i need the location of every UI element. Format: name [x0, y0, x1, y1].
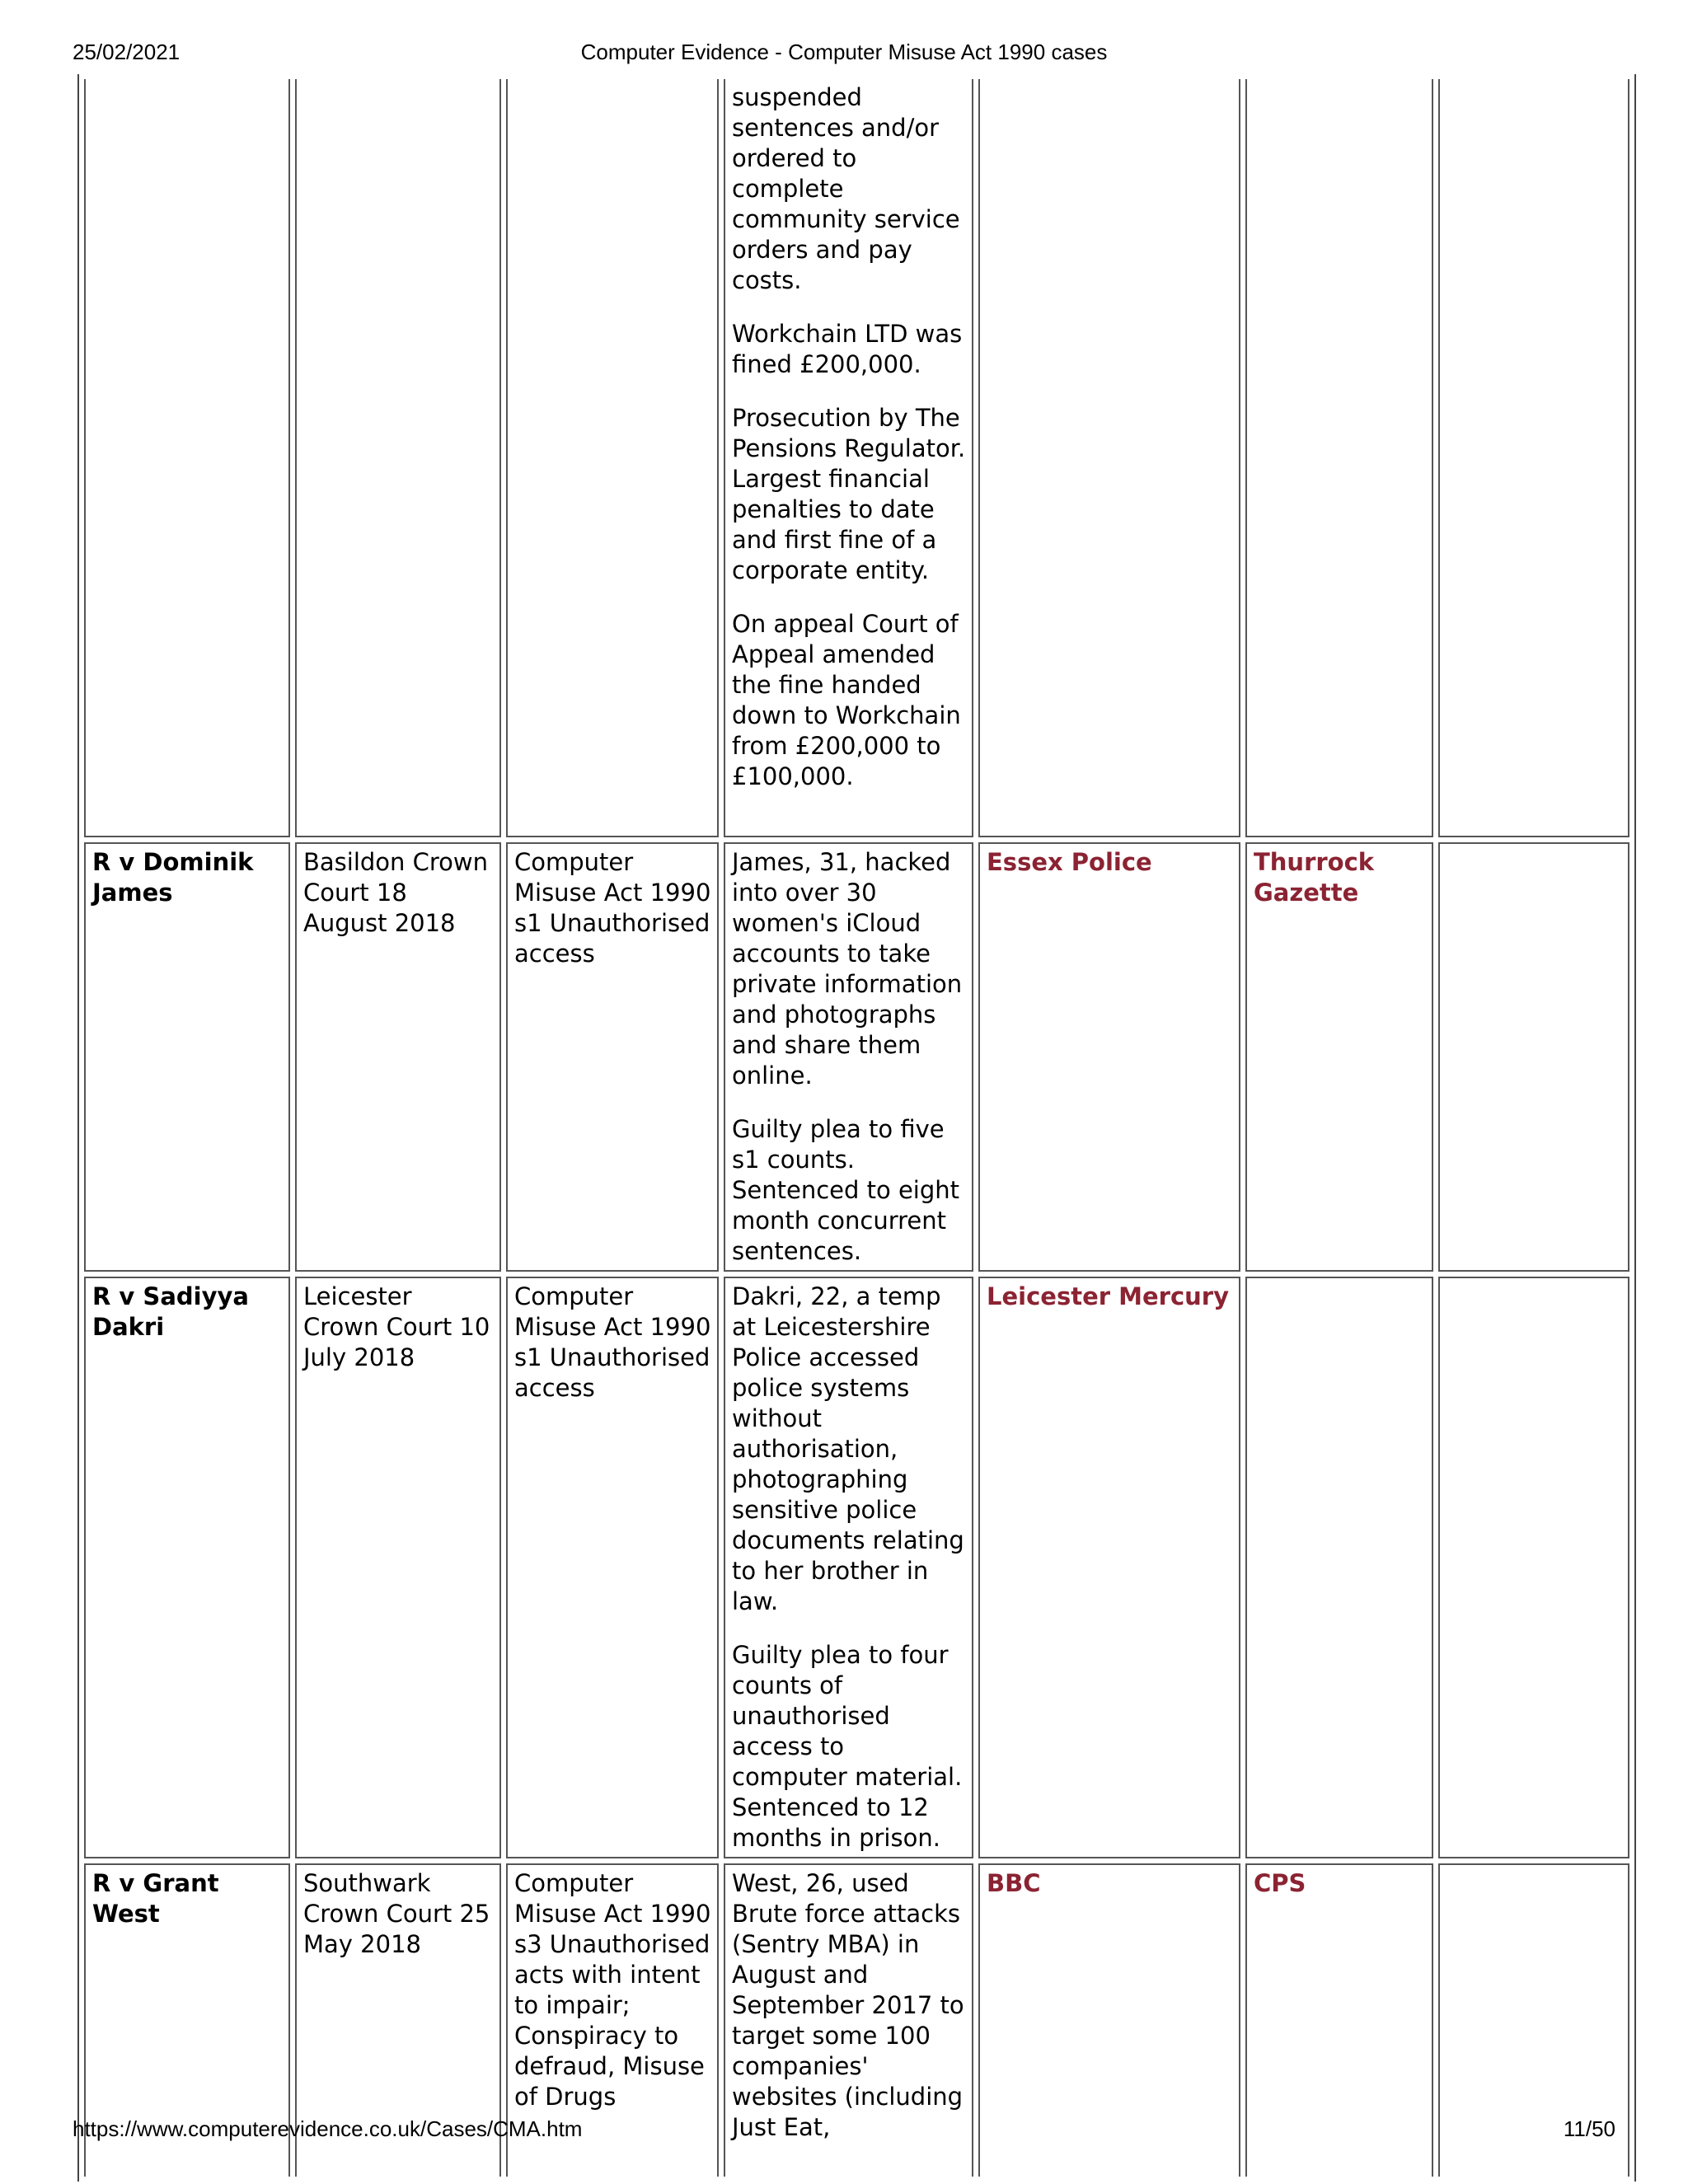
source-link-essex-police[interactable]: Essex Police: [987, 848, 1152, 876]
print-footer: [73, 2116, 1615, 2149]
court-cell: Basildon Crown Court 18 August 2018: [295, 842, 501, 1272]
details-cell: [724, 842, 973, 1272]
print-date: 25/02/2021: [73, 40, 181, 64]
source2-cell: [1245, 842, 1433, 1272]
case-cell: [84, 79, 290, 837]
offence-cell: [506, 79, 719, 837]
offence-cell: Computer Misuse Act 1990 s1 Unauthorised access: [506, 842, 719, 1272]
notes-cell: [1438, 842, 1629, 1272]
table-row: [84, 842, 1629, 1272]
details-paragraph: Dakri, 22, a temp at Leicestershire Police accessed police systems without authorisation, photographing sensitive police documents relating to her brother in law.: [732, 1282, 964, 1615]
case-cell: [84, 1277, 290, 1858]
court-cell: Southwark Crown Court 25 May 2018: [295, 1863, 501, 2177]
details-paragraph: suspended sentences and/or ordered to complete community service orders and pay costs.: [732, 83, 960, 294]
source1-cell: [978, 79, 1240, 837]
source-link-leicester-mercury[interactable]: Leicester Mercury: [987, 1282, 1230, 1310]
page-number: 11/50: [1563, 2116, 1615, 2141]
table-row: [84, 1277, 1629, 1858]
details-paragraph: Prosecution by The Pensions Regulator. Largest financial penalties to date and first fine of a corporate entity.: [732, 404, 966, 584]
cases-table: [77, 74, 1636, 2182]
case-cell: [84, 842, 290, 1272]
source1-cell: [978, 842, 1240, 1272]
details-paragraph: Guilty plea to five s1 counts. Sentenced to eight month concurrent sentences.: [732, 1115, 960, 1265]
print-url: https://www.computerevidence.co.uk/Cases/CMA.htm: [73, 2116, 583, 2141]
details-paragraph: West, 26, used Brute force attacks (Sentry MBA) in August and September 2017 to target some 100 companies' websites (including Just Eat,: [732, 1869, 964, 2141]
offence-cell: Computer Misuse Act 1990 s3 Unauthorised acts with intent to impair; Conspiracy to defraud, Misuse of Drugs: [506, 1863, 719, 2177]
table-row-continued: [84, 79, 1629, 837]
details-cell: [724, 1277, 973, 1858]
court-cell: [295, 79, 501, 837]
details-paragraph: Workchain LTD was fined £200,000.: [732, 320, 963, 378]
source2-cell: [1245, 79, 1433, 837]
details-paragraph: On appeal Court of Appeal amended the fine handed down to Workchain from £200,000 to £100,000.: [732, 610, 961, 790]
court-cell: Leicester Crown Court 10 July 2018: [295, 1277, 501, 1858]
details-paragraph: James, 31, hacked into over 30 women's iCloud accounts to take private information and photographs and share them online.: [732, 848, 963, 1090]
source-link-thurrock-gazette[interactable]: Thurrock Gazette: [1254, 848, 1375, 907]
source-link-bbc[interactable]: BBC: [987, 1869, 1041, 1897]
source1-cell: [978, 1277, 1240, 1858]
case-name: R v Sadiyya Dakri: [92, 1282, 249, 1341]
notes-cell: [1438, 79, 1629, 837]
print-header: [73, 40, 1615, 73]
details-cell: [724, 79, 973, 837]
source2-cell: [1245, 1277, 1433, 1858]
offence-cell: Computer Misuse Act 1990 s1 Unauthorised access: [506, 1277, 719, 1858]
case-name: R v Grant West: [92, 1869, 219, 1928]
notes-cell: [1438, 1277, 1629, 1858]
case-name: R v Dominik James: [92, 848, 254, 907]
print-title: Computer Evidence - Computer Misuse Act 1990 cases: [580, 40, 1108, 64]
source-link-cps[interactable]: CPS: [1254, 1869, 1306, 1897]
details-paragraph: Guilty plea to four counts of unauthorised access to computer material. Sentenced to 12 months in prison.: [732, 1641, 963, 1852]
